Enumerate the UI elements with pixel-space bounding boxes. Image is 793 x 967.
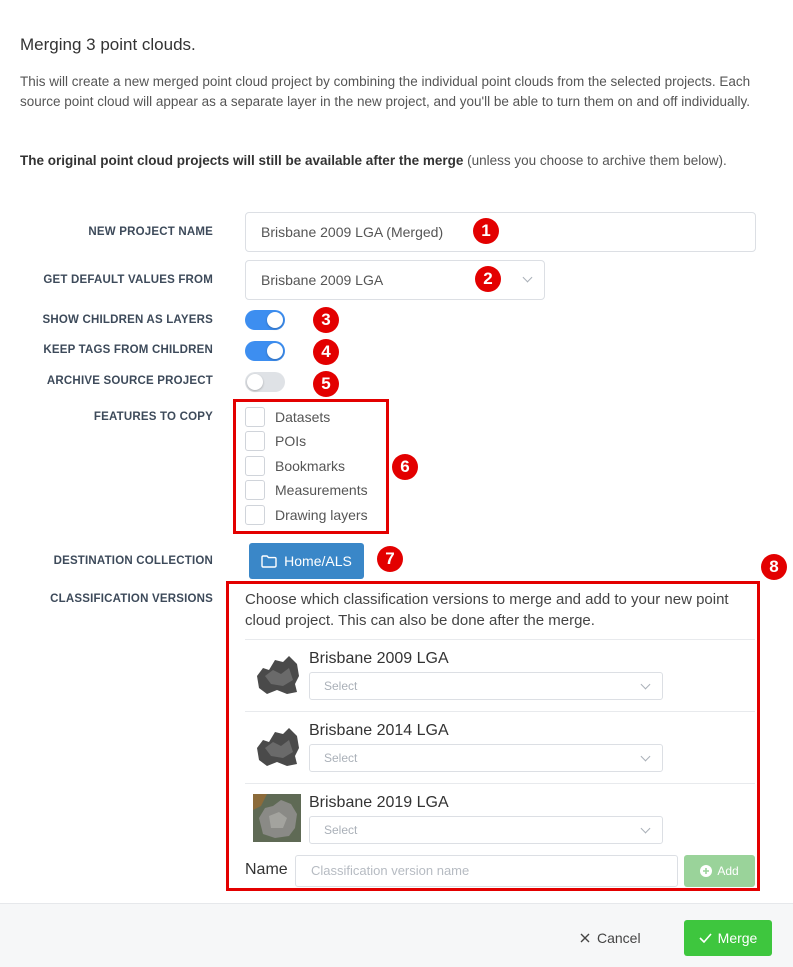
merge-button-label: Merge <box>717 930 758 946</box>
select-placeholder: Select <box>324 823 358 837</box>
feature-datasets[interactable] <box>245 407 330 427</box>
merge-button[interactable] <box>684 920 772 956</box>
feature-pois[interactable] <box>245 431 306 451</box>
annotation-badge-5: 5 <box>313 371 339 397</box>
destination-folder-button[interactable] <box>249 543 364 579</box>
check-icon <box>699 933 712 943</box>
destination-label: DESTINATION COLLECTION <box>53 555 213 567</box>
checkbox-label: Bookmarks <box>275 458 346 474</box>
project-name-input[interactable]: Brisbane 2009 LGA (Merged) <box>245 212 756 252</box>
annotation-box-8 <box>226 581 760 891</box>
show-children-toggle[interactable] <box>245 310 285 330</box>
classification-item-name: Brisbane 2019 LGA <box>309 794 449 811</box>
keep-tags-toggle[interactable] <box>245 341 285 361</box>
toggle-knob <box>267 343 283 359</box>
annotation-badge-4: 4 <box>313 339 339 365</box>
annotation-badge-2: 2 <box>475 266 501 292</box>
checkbox[interactable] <box>245 431 265 451</box>
destination-button-label: Home/ALS <box>284 553 352 569</box>
dialog-title: Merging 3 point clouds. <box>20 35 196 54</box>
cancel-button-label: Cancel <box>597 930 641 946</box>
toggle-knob <box>267 312 283 328</box>
classification-name-label: Name <box>245 861 288 878</box>
dialog-note-bold: The original point cloud projects will still be available after the merge <box>20 153 464 168</box>
cancel-button[interactable] <box>580 922 641 954</box>
feature-measurements[interactable] <box>245 480 368 500</box>
dialog-description: This will create a new merged point cloud project by combining the individual point clouds from the selected projects. Each source point cloud will appear as a separate layer in the new project, and you'll be able to turn them on and off individually. <box>20 74 751 109</box>
annotation-badge-6: 6 <box>392 454 418 480</box>
classification-label: CLASSIFICATION VERSIONS <box>50 593 213 605</box>
chevron-down-icon <box>523 273 533 283</box>
annotation-badge-1: 1 <box>473 218 499 244</box>
classification-name-input[interactable]: Classification version name <box>295 855 678 887</box>
checkbox[interactable] <box>245 456 265 476</box>
project-name-label: NEW PROJECT NAME <box>88 226 213 238</box>
checkbox-label: Datasets <box>275 409 331 425</box>
annotation-badge-7: 7 <box>377 546 403 572</box>
select-placeholder: Select <box>324 679 358 693</box>
select-placeholder: Select <box>324 751 358 765</box>
feature-drawing-layers[interactable] <box>245 505 368 525</box>
close-icon <box>580 933 590 943</box>
annotation-badge-8: 8 <box>761 554 787 580</box>
keep-tags-label: KEEP TAGS FROM CHILDREN <box>43 344 213 356</box>
checkbox[interactable] <box>245 480 265 500</box>
default-values-label: GET DEFAULT VALUES FROM <box>43 274 213 286</box>
annotation-badge-3: 3 <box>313 307 339 333</box>
checkbox-label: Measurements <box>275 482 368 498</box>
classification-item-name: Brisbane 2014 LGA <box>309 722 449 739</box>
archive-source-toggle[interactable] <box>245 372 285 392</box>
dialog-note <box>20 151 780 171</box>
classification-description: Choose which classification versions to merge and add to your new point cloud project. This can also be done after the merge. <box>245 591 729 629</box>
toggle-knob <box>247 374 263 390</box>
checkbox-label: Drawing layers <box>275 507 368 523</box>
add-button-label: Add <box>717 864 739 878</box>
checkbox[interactable] <box>245 505 265 525</box>
checkbox-label: POIs <box>275 433 307 449</box>
folder-icon <box>261 555 277 568</box>
show-children-label: SHOW CHILDREN AS LAYERS <box>42 314 213 326</box>
dialog-note-rest: (unless you choose to archive them below). <box>463 153 727 168</box>
feature-bookmarks[interactable] <box>245 456 345 476</box>
features-label: FEATURES TO COPY <box>93 411 213 423</box>
dialog-footer <box>0 903 793 967</box>
checkbox[interactable] <box>245 407 265 427</box>
classification-item-name: Brisbane 2009 LGA <box>309 650 449 667</box>
archive-source-label: ARCHIVE SOURCE PROJECT <box>46 375 213 387</box>
default-values-value: Brisbane 2009 LGA <box>261 272 384 288</box>
